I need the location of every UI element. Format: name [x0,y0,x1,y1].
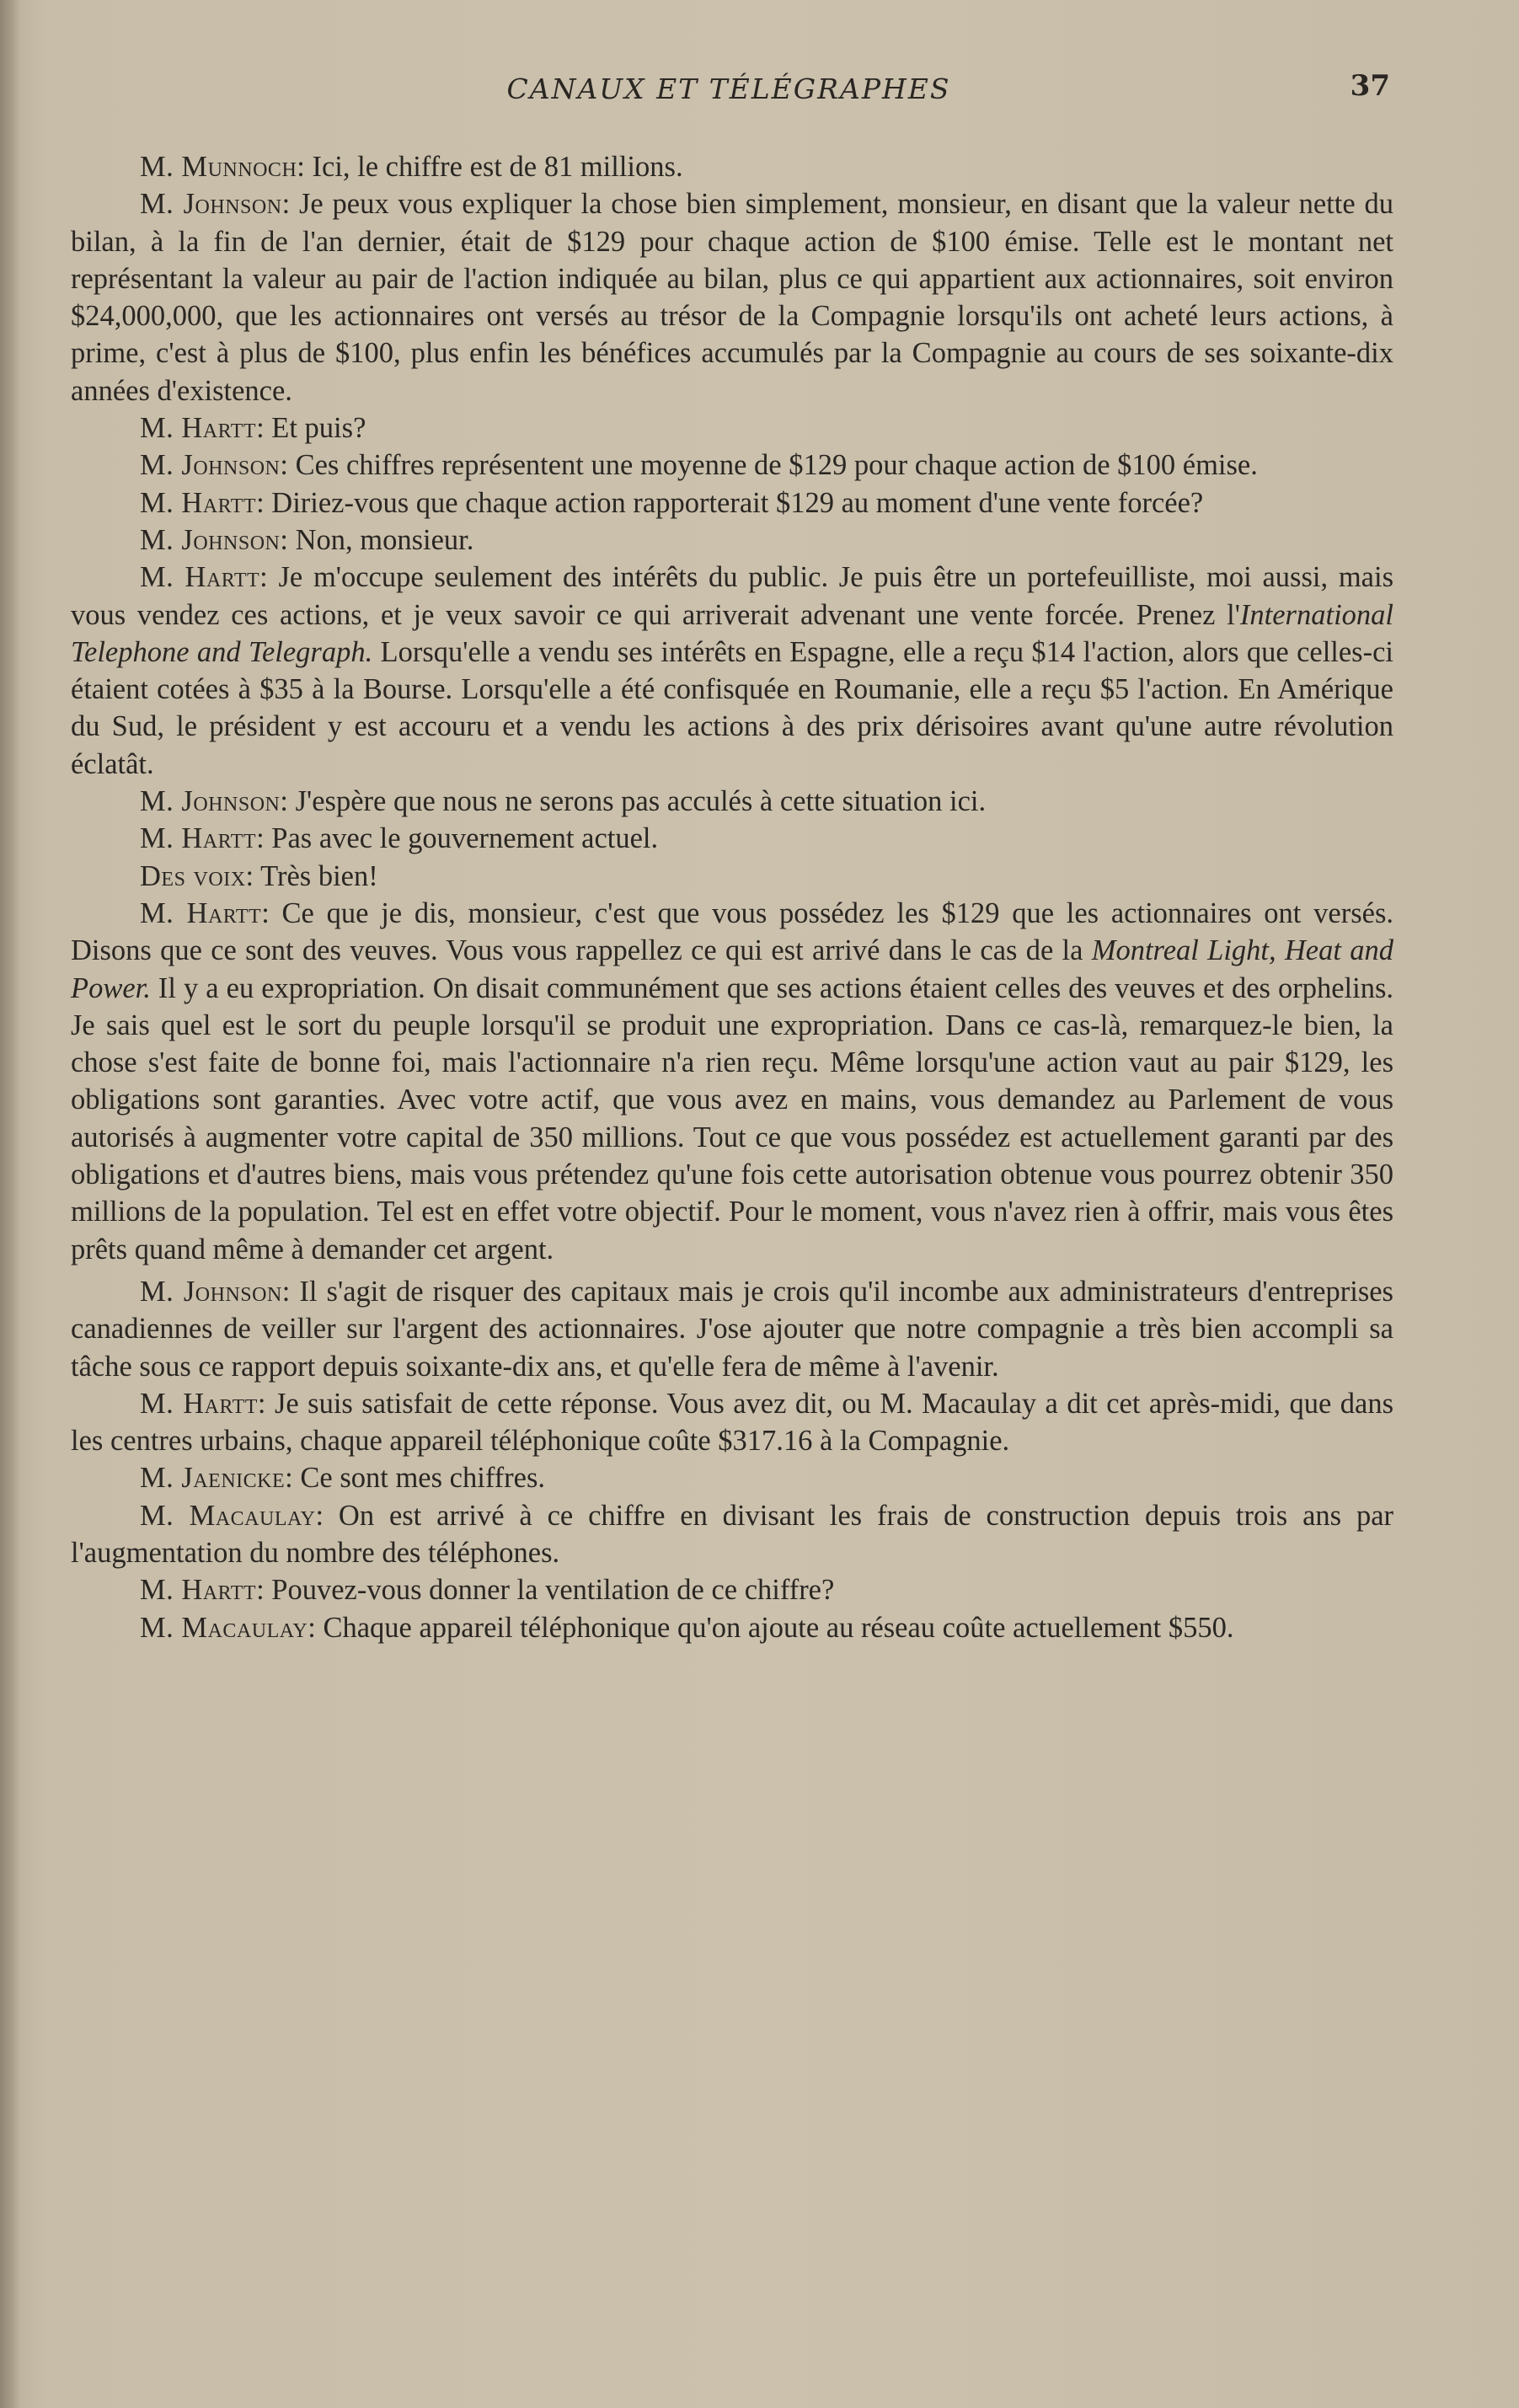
speech-text: : Diriez-vous que chaque action rapporterait $129 au moment d'une vente forcée? [256,486,1204,519]
paragraph [71,1609,1393,1646]
speech-text: : Ce que je dis, monsieur, c'est que vous possédez les $129 que les actionnaires ont versés. Disons que ce sont des veuves. Vous vous rappellez ce qui est arrivé dans le cas de la [71,896,1393,967]
paragraph [71,1571,1393,1608]
page-number: 37 [1350,69,1390,103]
speaker-name: M. Hartt [140,1574,257,1607]
speaker-name: M. Macaulay [140,1611,308,1644]
speaker-name: M. Johnson [140,1275,282,1308]
speech-text: : Ici, le chiffre est de 81 millions. [297,151,683,183]
paragraph [71,148,1393,185]
paragraph [71,1497,1393,1572]
paragraph [71,484,1393,522]
speech-text: : Pas avec le gouvernement actuel. [256,822,659,855]
speaker-name: M. Munnoch [140,151,297,183]
paragraph [71,522,1393,559]
speech-text: : Je peux vous expliquer la chose bien simplement, monsieur, en disant que la valeur nette du bilan, à la fin de l'an dernier, était de $129 pour chaque action de $100 émise. Telle est le montant net représentant la valeur au pair de l'action indiquée au bilan, plus ce qui appartient aux actionnaires, soit environ $24,000,000, que les actionnaires ont versés au trésor de la Compagnie lorsqu'ils ont acheté leurs actions, à prime, c'est à plus de $100, plus enfin les bénéfices accumulés par la Compagnie au cours de ses soixante-dix années d'existence. [71,188,1393,407]
paragraph [71,559,1393,783]
speech-text: : Je m'occupe seulement des intérêts du public. Je puis être un portefeuilliste, moi aussi, mais vous vendez ces actions, et je veux savoir ce qui arriverait advenant une vente forcée. Prenez l' [71,561,1393,631]
speaker-name: M. Hartt [140,896,262,929]
speech-text-continued: Il y a eu expropriation. On disait communément que ses actions étaient celles des veuves et des orphelins. Je sais quel est le sort du peuple lorsqu'il se produit une expropriation. Dans ce cas-là, remarquez-le bien, la chose s'est faite de bonne foi, mais l'actionnaire n'a rien reçu. Même lorsqu'une action vaut au pair $129, les obligations sont garanties. Avec votre actif, que vous avez en mains, vous demandez au Parlement de vous autorisés à augmenter votre capital de 350 millions. Tout ce que vous possédez est actuellement garanti par des obligations et d'autres biens, mais vous prétendez qu'une fois cette autorisation obtenue vous pourrez obtenir 350 millions de la population. Tel est en effet votre objectif. Pour le moment, vous n'avez rien à offrir, mais vous êtes prêts quand même à demander cet argent. [71,971,1393,1266]
page-header [67,69,1390,115]
page-binding-edge [0,0,20,2408]
paragraph [71,1459,1393,1496]
speaker-name: M. Johnson [140,449,281,482]
speaker-name: M. Hartt [140,561,260,594]
speech-text: : On est arrivé à ce chiffre en divisant les frais de construction depuis trois ans par l'augmentation du nombre des téléphones. [71,1499,1393,1569]
speech-text: : Je suis satisfait de cette réponse. Vous avez dit, ou M. Macaulay a dit cet après-midi, que dans les centres urbains, chaque appareil téléphonique coûte $317.16 à la Compagnie. [71,1387,1393,1458]
paragraph [71,185,1393,409]
speaker-name: M. Jaenicke [140,1462,286,1495]
speaker-name: M. Hartt [140,486,257,519]
speaker-name: M. Johnson [140,188,282,221]
speech-text: : Il s'agit de risquer des capitaux mais je crois qu'il incombe aux administrateurs d'entreprises canadiennes de veiller sur l'argent des actionnaires. J'ose ajouter que notre compagnie a très bien accompli sa tâche sous ce rapport depuis soixante-dix ans, et qu'elle fera de même à l'avenir. [71,1275,1393,1383]
speech-text: : Très bien! [245,859,378,892]
speaker-name: M. Macaulay [140,1499,316,1532]
paragraph [71,820,1393,857]
speech-text: : Pouvez-vous donner la ventilation de ce chiffre? [256,1574,835,1607]
paragraph [71,1273,1393,1385]
paragraph [71,783,1393,820]
speech-text: : Ces chiffres représentent une moyenne de $129 pour chaque action de $100 émise. [280,449,1258,482]
paragraph [71,858,1393,895]
speaker-name: M. Hartt [140,822,257,855]
paragraph [71,895,1393,1268]
speech-text: : J'espère que nous ne serons pas acculés à cette situation ici. [280,785,987,818]
speech-text: : Ce sont mes chiffres. [285,1462,546,1495]
speaker-name: M. Hartt [140,412,257,445]
paragraph [71,409,1393,447]
speech-text: : Non, monsieur. [280,523,474,556]
speech-text: : Et puis? [256,412,366,445]
company-name-italic: International Telephone and Telegraph. [71,598,1393,668]
speech-text-continued: Lorsqu'elle a vendu ses intérêts en Espagne, elle a reçu $14 l'action, alors que celles-ci étaient cotées à $35 à la Bourse. Lorsqu'elle a été confisquée en Roumanie, elle a reçu $5 l'action. En Amérique du Sud, le président y est accouru et a vendu les actions à des prix dérisoires avant qu'une autre révolution éclatât. [71,635,1393,780]
company-name-italic: Montreal Light, Heat and Power. [71,934,1393,1004]
running-title: CANAUX ET TÉLÉGRAPHES [506,72,951,105]
speaker-name: M. Hartt [140,1387,258,1420]
paragraph [71,1385,1393,1460]
speaker-name: M. Johnson [140,785,281,818]
speaker-name: M. Johnson [140,523,281,556]
speech-text: : Chaque appareil téléphonique qu'on ajoute au réseau coûte actuellement $550. [308,1611,1234,1644]
transcript-body [71,148,1393,1646]
paragraph [71,447,1393,484]
speaker-name: Des voix [140,859,246,892]
